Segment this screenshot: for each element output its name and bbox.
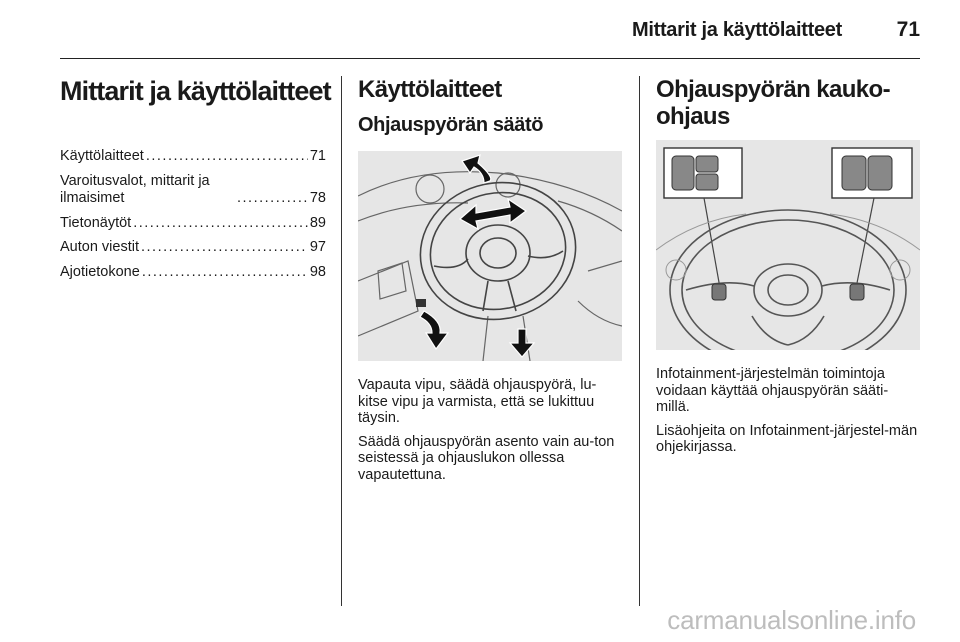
toc-leader [146, 148, 308, 166]
toc-leader [141, 239, 308, 257]
paragraph: Lisäohjeita on Infotainment-järjestel-män ohjekirjassa. [656, 422, 918, 455]
toc-label: Varoitusvalot, mittarit ja ilmaisimet [60, 172, 210, 206]
toc-item[interactable] [60, 239, 326, 257]
table-of-contents [60, 148, 326, 281]
toc-label: Ajotietokone [60, 263, 140, 280]
page-number: 71 [896, 18, 920, 41]
subsection-title: Ohjauspyörän säätö [358, 114, 544, 136]
toc-page: 98 [309, 263, 326, 280]
adjustment-lever [416, 299, 426, 307]
chapter-title: Mittarit ja käyttölaitteet [60, 76, 331, 106]
header-title: Mittarit ja käyttölaitteet [631, 19, 842, 41]
toc-leader [237, 190, 308, 208]
toc-page: 97 [309, 239, 326, 255]
toc-page: 71 [309, 148, 326, 164]
section-title: Ohjauspyörän kauko-ohjaus [656, 76, 890, 130]
toc-label: Auton viestit [60, 239, 139, 255]
paragraph: Vapauta vipu, säädä ohjauspyörä, lu-kitse vipu ja varmista, että se lukittuu täysin. [358, 377, 597, 426]
chapter-column [60, 76, 331, 288]
watermark: carmanualsonline.info [667, 605, 916, 635]
controls-column [358, 76, 622, 490]
toc-leader [133, 215, 308, 233]
steering-remote-drawing [656, 140, 920, 350]
toc-leader [142, 264, 308, 282]
toc-label: Käyttölaitteet [60, 148, 144, 164]
steering-adjustment-illustration [358, 151, 622, 361]
toc-item[interactable] [60, 148, 326, 166]
toc-page: 89 [309, 214, 326, 231]
steering-adjustment-drawing [358, 151, 622, 361]
remote-control-column [656, 76, 920, 463]
column-divider [639, 76, 640, 606]
toc-item[interactable] [60, 264, 326, 282]
column-divider [341, 76, 342, 606]
toc-item[interactable] [60, 215, 326, 233]
steering-remote-illustration [656, 140, 920, 350]
paragraph: Säädä ohjauspyörän asento vain au-ton seistessä ja ohjauslukon ollessa vapautettuna. [358, 433, 615, 483]
section-title: Käyttölaitteet [358, 76, 502, 103]
toc-page: 78 [309, 190, 326, 206]
paragraph: Infotainment-järjestelmän toimintoja voidaan käyttää ohjauspyörän sääti-millä. [656, 366, 889, 415]
arrow-up-icon [462, 155, 491, 183]
arrow-down-icon [510, 329, 534, 357]
toc-label: Tietonäytöt [60, 214, 132, 231]
arrow-lever-icon [420, 311, 448, 349]
arrow-horizontal-icon [460, 199, 526, 229]
toc-item[interactable] [60, 173, 326, 208]
page-header [60, 0, 920, 59]
